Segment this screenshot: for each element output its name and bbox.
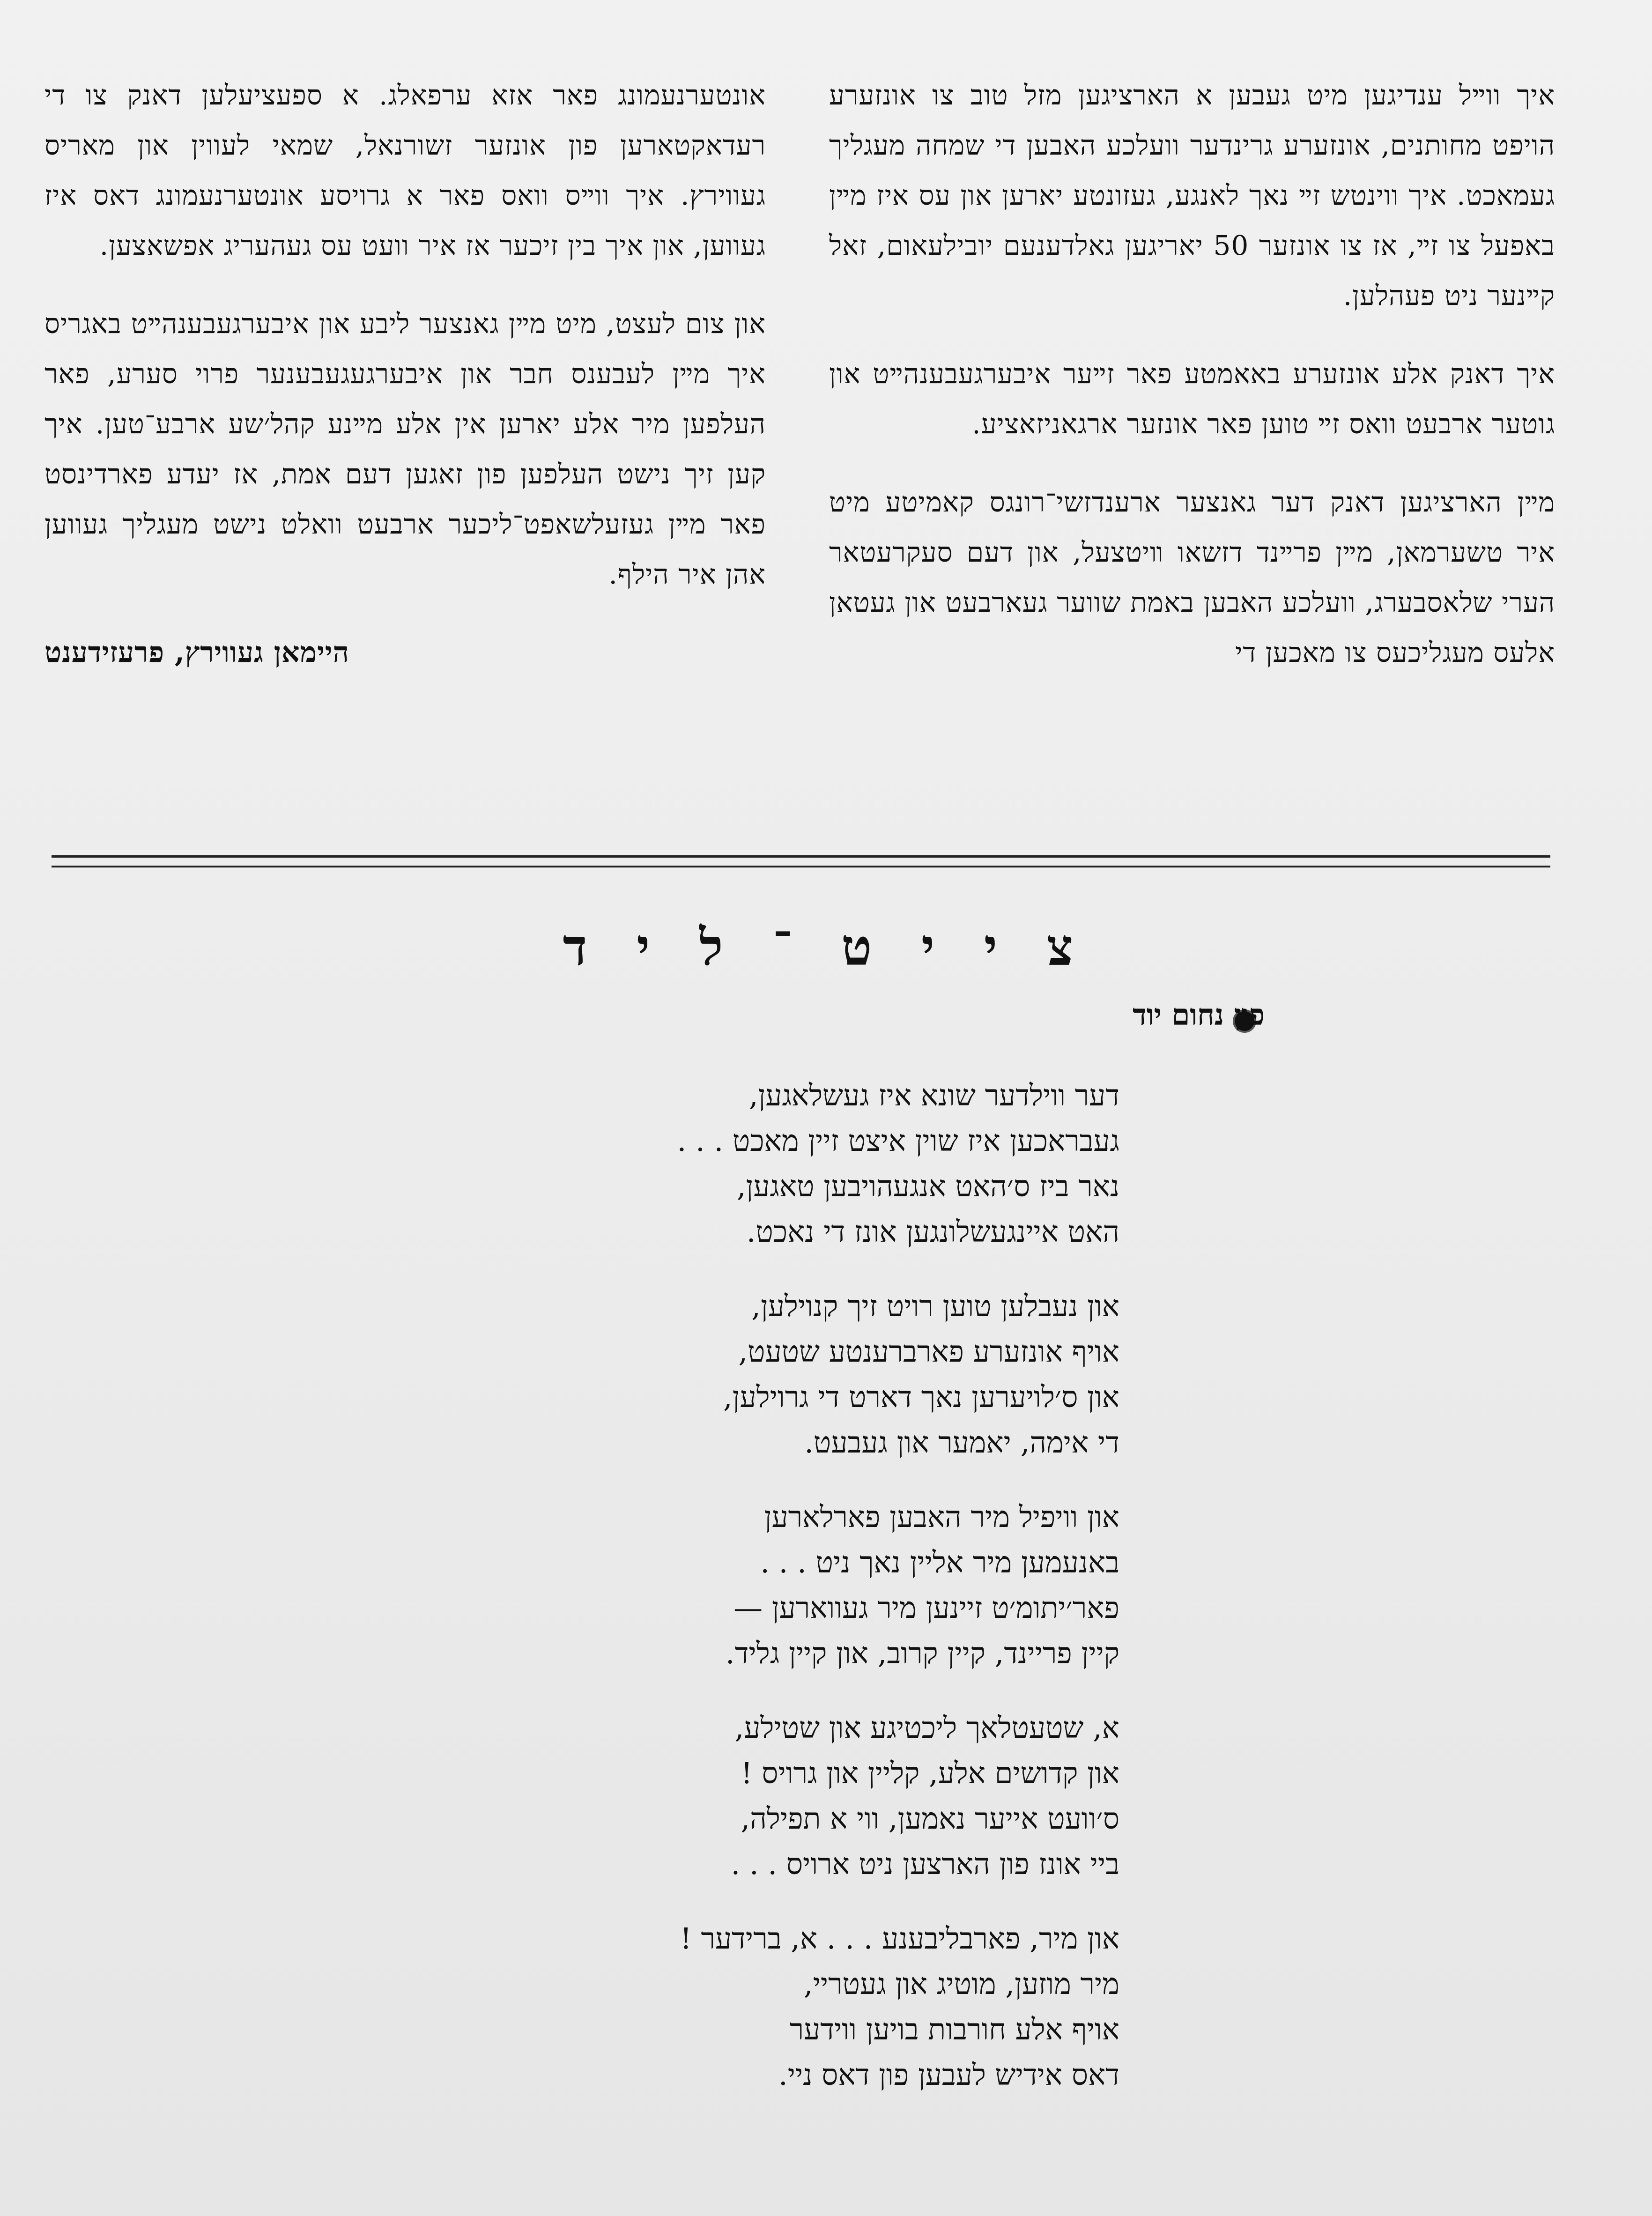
signature: היימאן געווירץ, פרעזידענט [44,636,350,669]
article-right-column [829,70,1555,706]
poem-stanza [468,1494,1119,1676]
poem-line: און וויפיל מיר האבען פארלארען [764,1500,1119,1534]
poem-stanza [468,1705,1119,1887]
poem-line: געבראכען איז שוין איצט זיין מאכט . . . [677,1124,1119,1158]
poem-line: נאר ביז ס׳האט אנגעהויבען טאגען, [736,1169,1119,1203]
poem-line: אויף אונזערע פארברענטע שטעט, [738,1334,1119,1369]
poem-body [468,1073,1119,2127]
article-paragraph: מײן הארציגען דאנק דער גאנצער ארענדזשי־רונגס קאמיטע מיט איר טשערמאן, מײן פרײנד דזשאו װיטצעל, און דעם סעקרעטאר הערי שלאסבערג, וועלכע האבען באמת שווער געארבעט און געטאן אלעס מעגליכעס צו מאכען די [829,486,1555,668]
poem-line: און נעבלען טוען רויט זיך קנוילען, [751,1289,1119,1323]
poem-stanza [468,1283,1119,1465]
poem-line: און ס׳לויערען נאך דארט די גרוילען, [723,1380,1119,1414]
article-left-column [44,70,766,678]
poem-stanza [468,1916,1119,2097]
poem-line: מיר מוזען, מוטיג און געטריי, [803,1967,1119,2001]
poem-title: צ י י ט ־ ל י ד [563,918,1089,977]
poem-line: פאר׳יתומ׳ט זיינען מיר געווארען — [733,1591,1119,1625]
poem-line: ביי אונז פון הארצען ניט ארויס . . . [731,1847,1119,1881]
article-paragraph: איך ווײל ענדיגען מיט געבען א הארציגען מזל טוב צו אונזערע הויפט מחותנים, אונזערע גרינדער וועלכע האבען די שמחה מעגליך געמאכט. איך ווינטש זײ נאך לאנגע, געזונטע יארען און עס איז מײן באפעל צו זײ, אז צו אונזער 50 יאריגען גאלדענעם יובילעאום, זאל קײנער ניט פעהלען. [829,79,1555,311]
poem-line: אויף אלע חורבות בויען ווידער [789,2012,1119,2046]
poem-line: קיין פריינד, קיין קרוב, און קיין גליד. [725,1636,1119,1670]
poem-line: ס׳וועט אייער נאמען, ווי א תפילה, [741,1801,1119,1836]
poem-stanza [468,1073,1119,1254]
poem-line: א, שטעטלאך ליכטיגע און שטילע, [734,1711,1119,1745]
poem-line: און קדושים אלע, קליין און גרויס ! [741,1756,1119,1790]
poem-byline: פון נחום יוד [1133,998,1265,1032]
poem-line: דאס אידיש לעבען פון דאס ניי. [778,2058,1119,2092]
article-paragraph: איך דאנק אלע אונזערע באאמטע פאר זײער איבערגעבענהײט און גוטער ארבעט וואס זײ טוען פאר אונזער ארגאניזאציע. [829,358,1555,440]
poem-line: און מיר, פארבליבענע . . . א, ברידער ! [680,1921,1119,1956]
divider-rule [52,866,1550,867]
poem-line: דער ווילדער שונא איז געשלאגען, [748,1078,1119,1112]
divider-rule [52,855,1550,858]
poem-line: די אימה, יאמער און געבעט. [804,1425,1119,1460]
poem-line: באנעמען מיר אליין נאך ניט . . . [760,1545,1119,1579]
poem-line: האט איינגעשלונגען אונז די נאכט. [746,1215,1119,1249]
article-paragraph: אונטערנעמונג פאר אזא ערפאלג. א ספעציעלען דאנק צו די רעדאקטארען פון אונזער זשורנאל, שמאי לעווין און מאריס געווירץ. איך ווײס וואס פאר א גרויסע אונטערנעמונג דאס איז געווען, און איך בין זיכער אז איר וועט עס געהעריג אפשאצען. [44,79,766,261]
article-paragraph: און צום לעצט, מיט מײן גאנצער ליבע און איבערגעבענהײט באגריס איך מײן לעבענס חבר און איבערגעגעבענער פרוי סערע, פאר העלפען מיר אלע יארען אין אלע מײנע קהל׳שע ארבע־טען. איך קען זיך נישט העלפען פון זאגען דעם אמת, אז יעדע פארדינסט פאר מײן געזעלשאפט־ליכער ארבעט וואלט נישט מעגליך געווען אהן איר הילף. [44,308,766,590]
